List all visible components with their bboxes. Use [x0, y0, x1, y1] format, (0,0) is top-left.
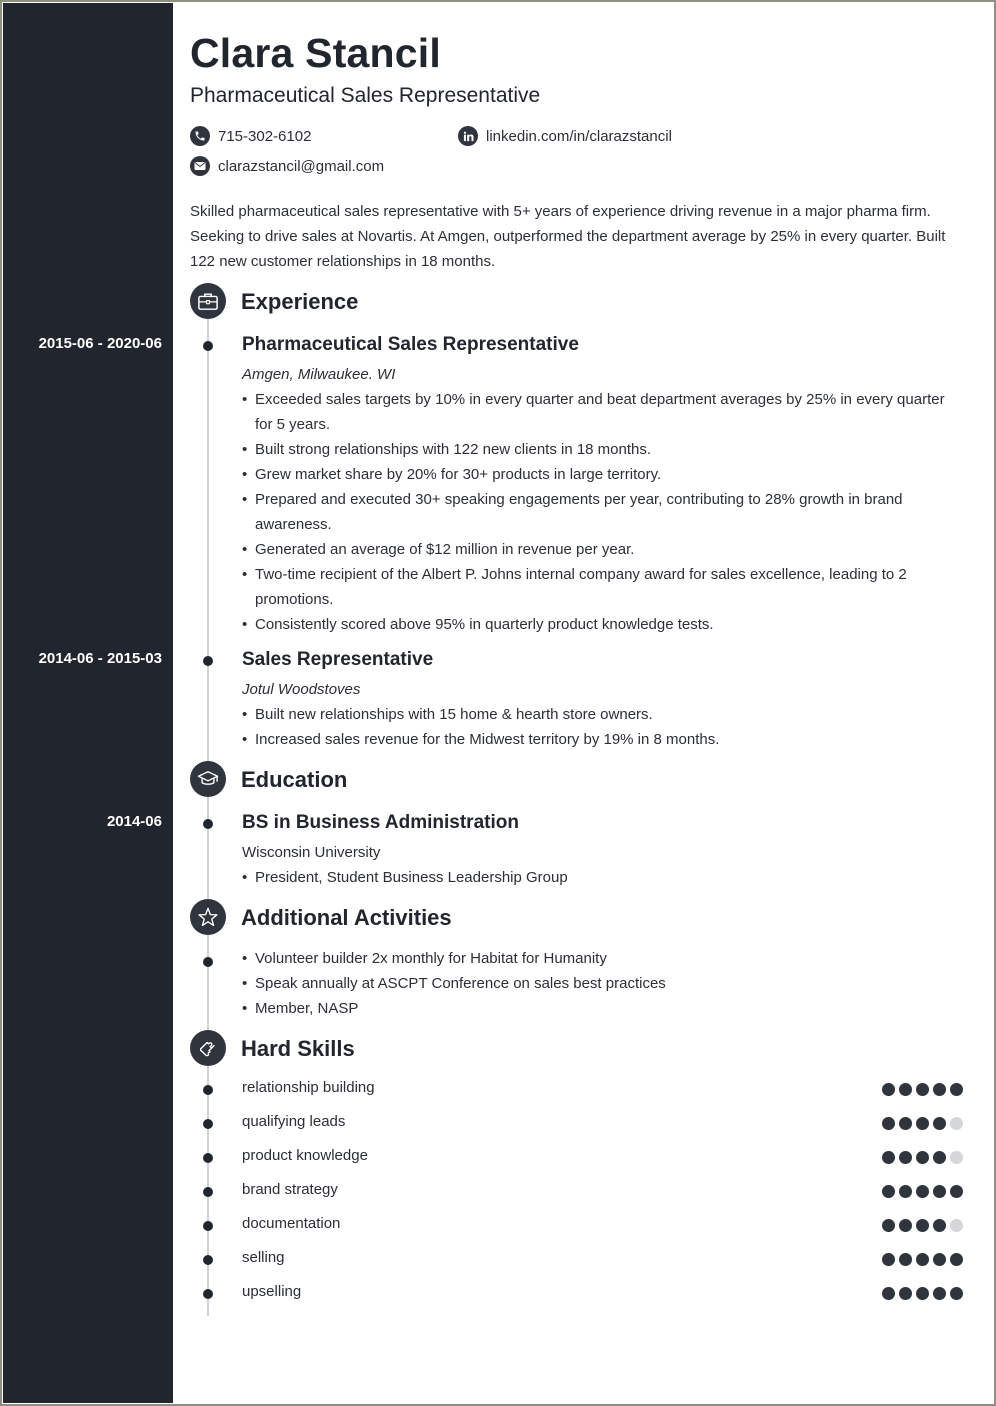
timeline-dot	[203, 656, 213, 666]
graduation-cap-icon	[190, 761, 226, 797]
list-item: • President, Student Business Leadership Group	[242, 865, 962, 890]
skill-label: upselling	[242, 1283, 302, 1300]
rating-dot-filled	[899, 1185, 912, 1198]
rating-dot-filled	[882, 1287, 895, 1300]
skill-label: selling	[242, 1249, 285, 1266]
rating-dot-filled	[899, 1253, 912, 1266]
rating-dot-filled	[933, 1117, 946, 1130]
skill-label: documentation	[242, 1215, 341, 1232]
activities-bullets	[242, 946, 962, 1021]
rating-dot-filled	[882, 1253, 895, 1266]
list-item: • Speak annually at ASCPT Conference on sales best practices	[242, 971, 962, 996]
email-text: clarazstancil@gmail.com	[218, 157, 385, 175]
skill-label: relationship building	[242, 1079, 375, 1096]
job-1-company: Amgen, Milwaukee. WI	[242, 366, 396, 383]
rating-dot-filled	[899, 1151, 912, 1164]
rating-dot-filled	[916, 1117, 929, 1130]
linkedin-icon	[458, 126, 478, 146]
rating-dot-filled	[933, 1219, 946, 1232]
rating-dot-filled	[882, 1185, 895, 1198]
timeline-line-experience	[207, 318, 209, 763]
rating-dot-filled	[899, 1117, 912, 1130]
skill-label: brand strategy	[242, 1181, 338, 1198]
list-item: • Built strong relationships with 122 new clients in 18 months.	[242, 437, 962, 462]
rating-dot-filled	[899, 1287, 912, 1300]
timeline-dot	[203, 819, 213, 829]
list-item: • Grew market share by 20% for 30+ products in large territory.	[242, 462, 962, 487]
phone-icon	[190, 126, 210, 146]
sidebar	[3, 3, 173, 1403]
candidate-name: Clara Stancil	[190, 30, 441, 76]
rating-dot-filled	[882, 1219, 895, 1232]
timeline-dot	[203, 1289, 213, 1299]
timeline-dot	[203, 1119, 213, 1129]
timeline-dot	[203, 1221, 213, 1231]
rating-dot-filled	[882, 1117, 895, 1130]
timeline-dot	[203, 1085, 213, 1095]
list-item: • Increased sales revenue for the Midwest territory by 19% in 8 months.	[242, 727, 962, 752]
education-date: 2014-06	[106, 813, 162, 830]
skill-rating	[882, 1287, 963, 1300]
rating-dot-filled	[933, 1151, 946, 1164]
job-2-dates: 2014-06 - 2015-03	[38, 650, 162, 667]
rating-dot-filled	[950, 1287, 963, 1300]
rating-dot-filled	[916, 1253, 929, 1266]
rating-dot-empty	[950, 1151, 963, 1164]
education-degree: BS in Business Administration	[242, 812, 519, 833]
education-heading: Education	[241, 767, 348, 792]
contact-linkedin[interactable]	[458, 126, 672, 146]
briefcase-icon	[190, 283, 226, 319]
skill-rating	[882, 1219, 963, 1232]
list-item: • Generated an average of $12 million in revenue per year.	[242, 537, 962, 562]
timeline-line-activities	[207, 934, 209, 1032]
star-icon	[190, 899, 226, 935]
rating-dot-filled	[933, 1083, 946, 1096]
skill-rating	[882, 1117, 963, 1130]
list-item: • Consistently scored above 95% in quarterly product knowledge tests.	[242, 612, 962, 637]
skill-rating	[882, 1151, 963, 1164]
timeline-dot	[203, 341, 213, 351]
timeline-dot	[203, 1255, 213, 1265]
rating-dot-filled	[950, 1253, 963, 1266]
rating-dot-filled	[916, 1185, 929, 1198]
timeline-dot	[203, 957, 213, 967]
rating-dot-filled	[950, 1083, 963, 1096]
list-item: • Volunteer builder 2x monthly for Habitat for Humanity	[242, 946, 962, 971]
rating-dot-filled	[916, 1151, 929, 1164]
skill-label: product knowledge	[242, 1147, 368, 1164]
education-bullets	[242, 865, 962, 890]
candidate-title: Pharmaceutical Sales Representative	[190, 84, 541, 107]
rating-dot-filled	[899, 1219, 912, 1232]
list-item: • Exceeded sales targets by 10% in every quarter and beat department averages by 25% in every quarter for 5 years.	[242, 387, 962, 437]
activities-heading: Additional Activities	[241, 905, 452, 930]
job-2-company: Jotul Woodstoves	[242, 681, 361, 698]
list-item: • Member, NASP	[242, 996, 962, 1021]
rating-dot-filled	[916, 1287, 929, 1300]
rating-dot-filled	[933, 1185, 946, 1198]
rating-dot-filled	[916, 1083, 929, 1096]
puzzle-icon	[190, 1030, 226, 1066]
job-2-bullets	[242, 702, 962, 752]
rating-dot-filled	[899, 1083, 912, 1096]
job-1-title: Pharmaceutical Sales Representative	[242, 334, 579, 355]
contact-phone[interactable]	[190, 126, 311, 146]
contact-email[interactable]	[190, 156, 384, 176]
experience-heading: Experience	[241, 289, 359, 314]
rating-dot-filled	[916, 1219, 929, 1232]
timeline-line-education	[207, 797, 209, 901]
linkedin-text: linkedin.com/in/clarazstancil	[486, 127, 672, 145]
phone-text: 715-302-6102	[218, 127, 312, 145]
timeline-dot	[203, 1153, 213, 1163]
education-school: Wisconsin University	[242, 844, 381, 861]
timeline-dot	[203, 1187, 213, 1197]
rating-dot-filled	[882, 1151, 895, 1164]
rating-dot-empty	[950, 1117, 963, 1130]
rating-dot-empty	[950, 1219, 963, 1232]
list-item: • Prepared and executed 30+ speaking engagements per year, contributing to 28% growth in brand awareness.	[242, 487, 962, 537]
skill-label: qualifying leads	[242, 1113, 346, 1130]
summary: Skilled pharmaceutical sales representative with 5+ years of experience driving revenue in a major pharma firm. Seeking to drive sales at Novartis. At Amgen, outperformed the department average by 25% in every quarter. Built 122 new customer relationships in 18 months.	[190, 203, 946, 270]
skills-heading: Hard Skills	[241, 1036, 355, 1061]
list-item: • Built new relationships with 15 home & hearth store owners.	[242, 702, 962, 727]
rating-dot-filled	[933, 1287, 946, 1300]
job-1-dates: 2015-06 - 2020-06	[38, 335, 162, 352]
skill-rating	[882, 1083, 963, 1096]
rating-dot-filled	[933, 1253, 946, 1266]
rating-dot-filled	[882, 1083, 895, 1096]
email-icon	[190, 156, 210, 176]
skill-rating	[882, 1185, 963, 1198]
rating-dot-filled	[950, 1185, 963, 1198]
job-1-bullets	[242, 387, 962, 637]
job-2-title: Sales Representative	[242, 649, 434, 670]
skill-rating	[882, 1253, 963, 1266]
list-item: • Two-time recipient of the Albert P. Johns internal company award for sales excellence, leading to 2 promotions.	[242, 562, 962, 612]
